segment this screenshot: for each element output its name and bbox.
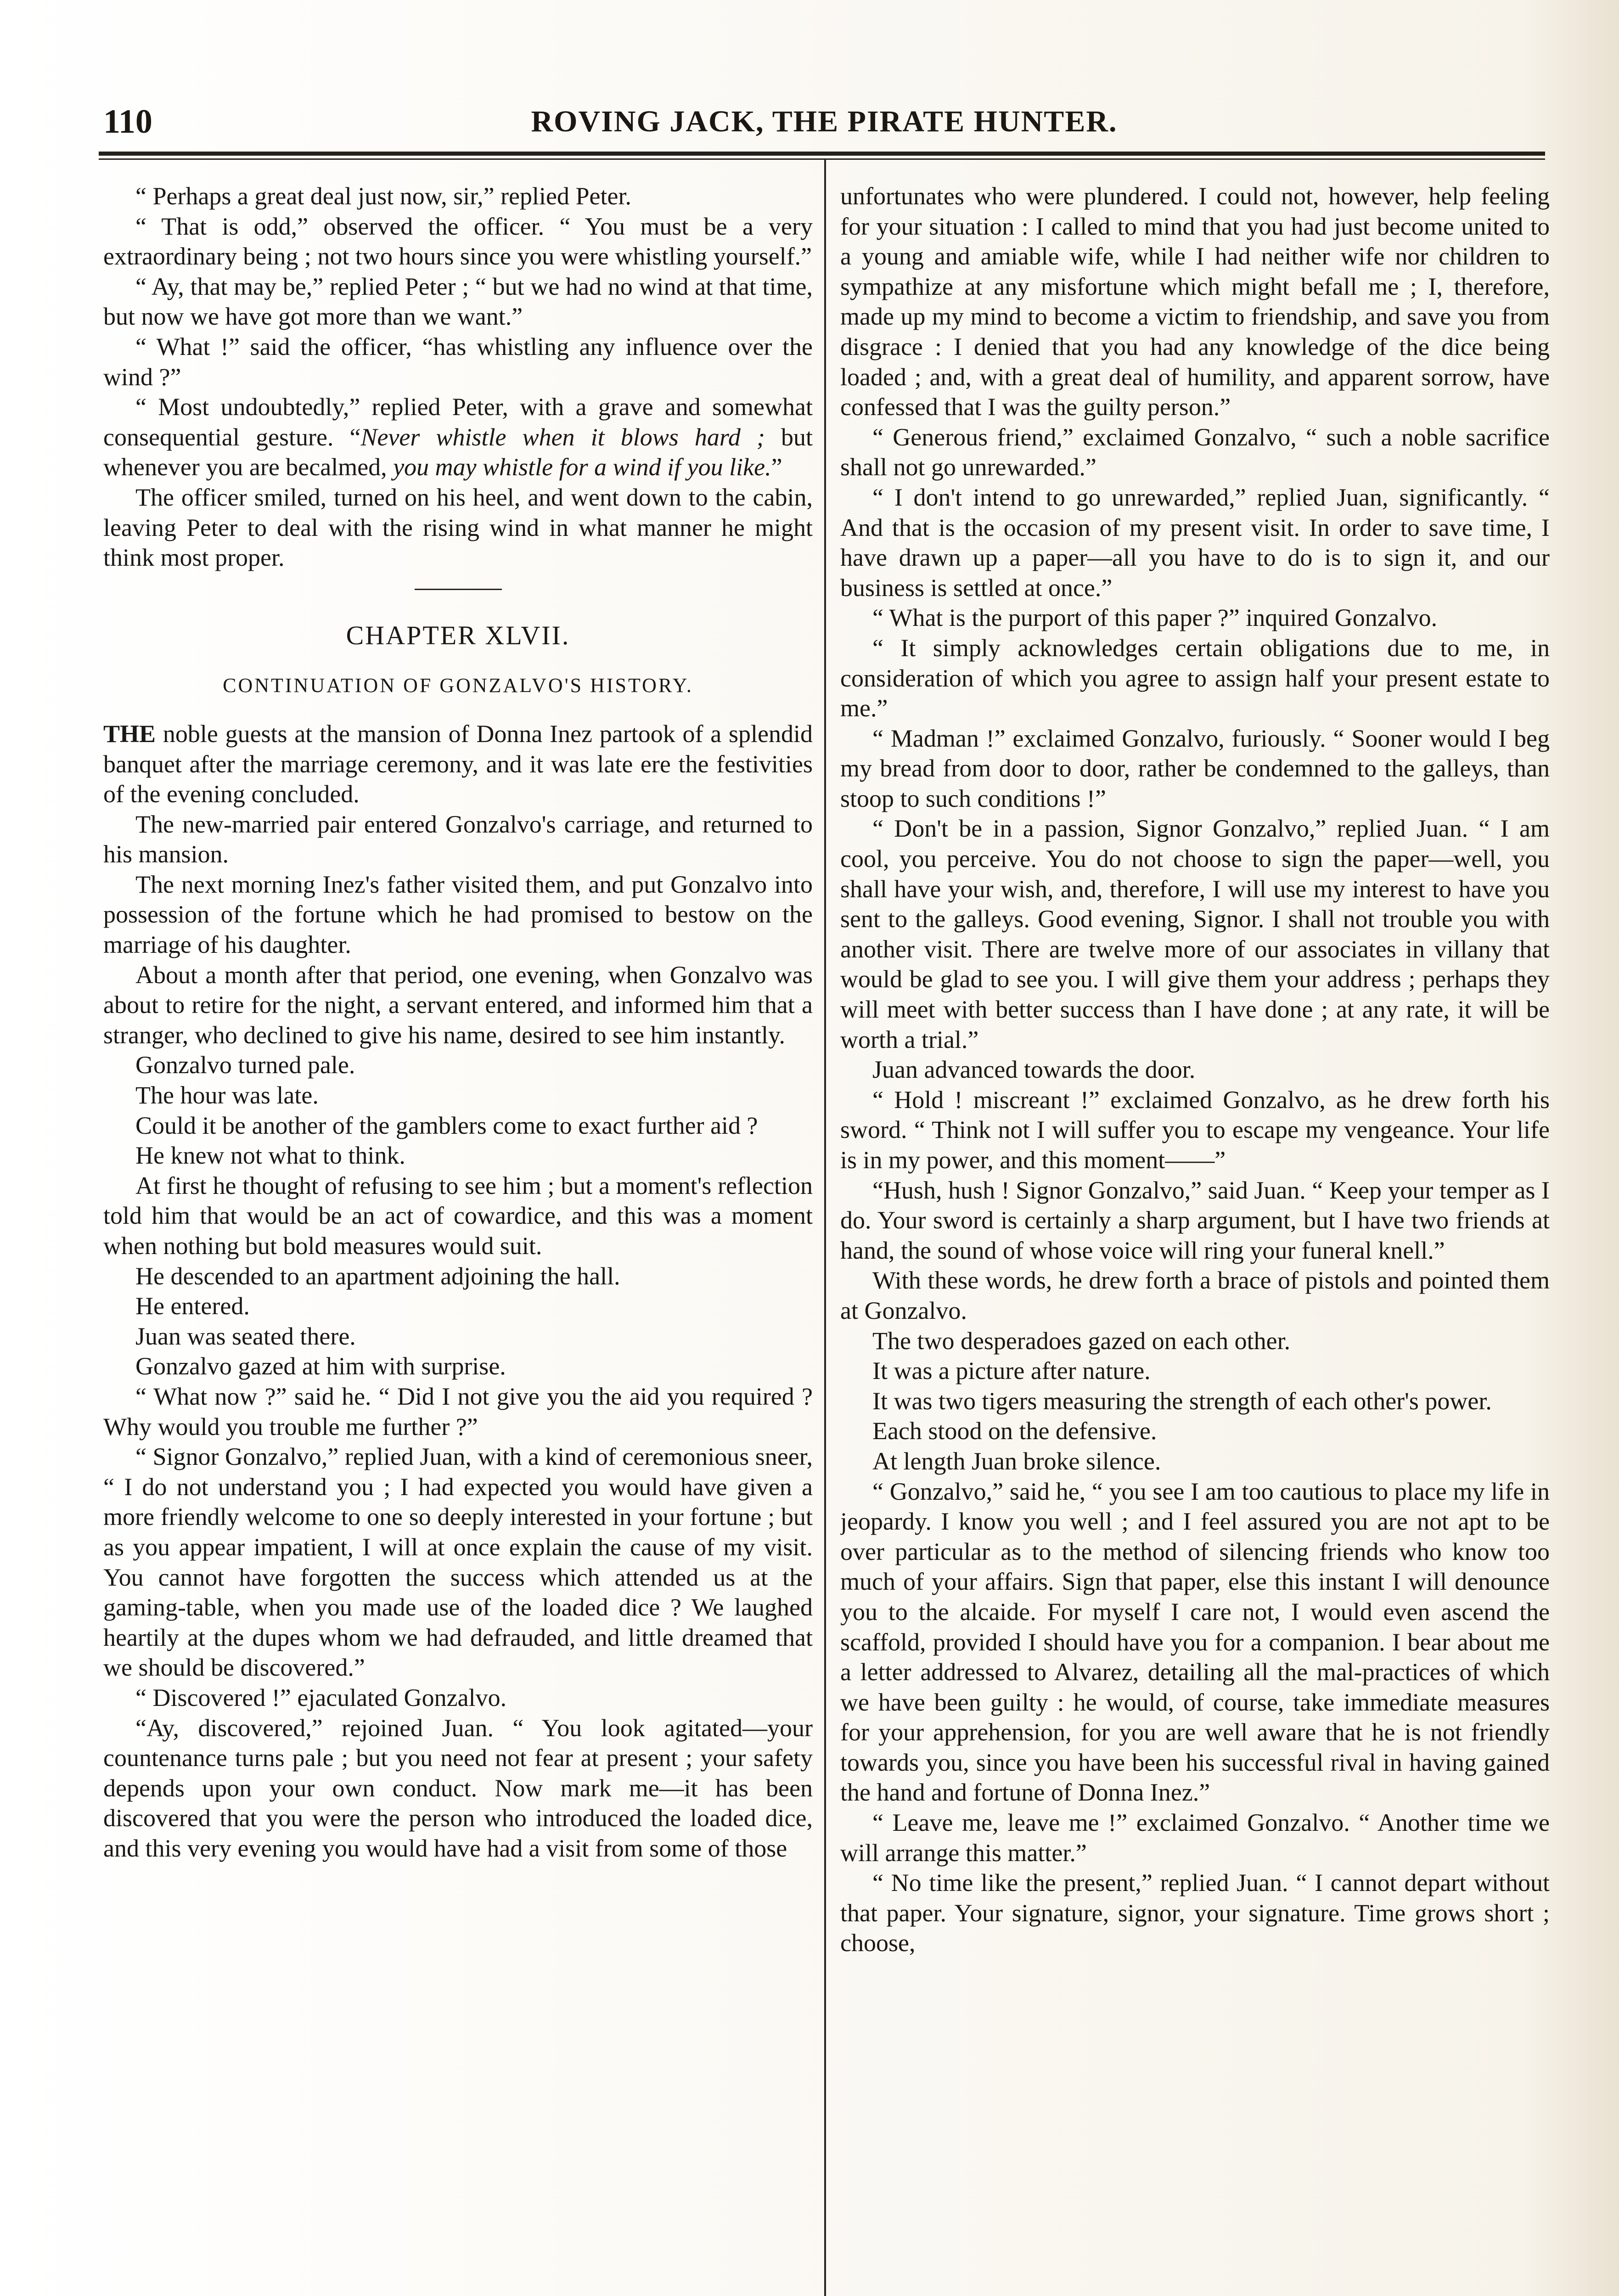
paragraph: “ Leave me, leave me !” exclaimed Gonzalvo. “ Another time we will arrange this matter.” (840, 1809, 1550, 1867)
italic-text: Never whistle when it blows hard ; (360, 423, 765, 451)
paragraph: About a month after that period, one evening, when Gonzalvo was about to retire for the night, a servant entered, and informed him that a stranger, who declined to give his name, desired to see him instantly. (103, 961, 813, 1049)
paragraph: The officer smiled, turned on his heel, and went down to the cabin, leaving Peter to deal with the rising wind in what manner he might think most proper. (103, 483, 813, 572)
header-rule (99, 152, 1545, 160)
paragraph: unfortunates who were plundered. I could not, however, help feeling for your situation : I called to mind that you had just become united to a young and amiable wife, while I had neither wife nor children to sympathize at any misfortune which might befall me ; I, therefore, made up my mind to become a victim to friendship, and save you from disgrace : I denied that you had any knowledge of the dice being loaded ; and, with a great deal of humility, and apparent sorrow, have confessed that I was the guilty person.” (840, 182, 1550, 421)
page-number: 110 (103, 102, 152, 141)
paragraph: It was two tigers measuring the strength of each other's power. (872, 1387, 1492, 1415)
paragraph: “ No time like the present,” replied Juan. “ I cannot depart without that paper. Your signature, signor, your signature. Time grows short ; choose, (840, 1869, 1550, 1957)
paragraph: The next morning Inez's father visited them, and put Gonzalvo into possession of the fortune which he had promised to bestow on the marriage of his daughter. (103, 870, 813, 959)
paragraph: “ What !” said the officer, “has whistling any influence over the wind ?” (103, 332, 813, 391)
paragraph: “Ay, discovered,” rejoined Juan. “ You look agitated—your countenance turns pale ; but you need not fear at present ; your safety depends upon your own conduct. Now mark me—it has been discovered that you were the person who introduced the loaded dice, and this very evening you would have had a visit from some of those (103, 1714, 813, 1862)
paragraph: “ Gonzalvo,” said he, “ you see I am too cautious to place my life in jeopardy. I know you well ; and I feel assured you are not apt to be over particular as to the method of silencing friends who know too much of your affairs. Sign that paper, else this instant I will denounce you to the alcaide. For myself I care not, I would even ascend the scaffold, provided I should have you for a companion. I bear about me a letter addressed to Alvarez, detailing all the mal-practices of which we have been guilty : he would, of course, take immediate measures for your apprehension, for you are well aware that he is not friendly towards you, since you have been his successful rival in having gained the hand and fortune of Donna Inez.” (840, 1477, 1550, 1806)
paragraph: “ That is odd,” observed the officer. “ You must be a very extraordinary being ; not two hours since you were whistling yourself.” (103, 212, 813, 270)
paragraph: Gonzalvo turned pale. (135, 1051, 355, 1079)
text-run: ” (771, 453, 782, 481)
paragraph: He descended to an apartment adjoining the hall. (135, 1262, 620, 1290)
paragraph: “ Don't be in a passion, Signor Gonzalvo,” replied Juan. “ I am cool, you perceive. You do not choose to sign the paper—well, you shall have your wish, and, therefore, I will use my interest to have you sent to the galleys. Good evening, Signor. I shall not trouble you with another visit. There are twelve more of our associates in villany that would be glad to see you. I will give them your address ; perhaps they will meet with better success than I have done ; at any rate, it will be worth a trial.” (840, 815, 1550, 1053)
paragraph: With these words, he drew forth a brace of pistols and pointed them at Gonzalvo. (840, 1266, 1550, 1324)
paragraph: Each stood on the defensive. (872, 1417, 1157, 1445)
paragraph (103, 719, 813, 810)
text-run: noble guests at the mansion of Donna Inez partook of a splendid banquet after the marriage ceremony, and it was late ere the festivities of the evening concluded. (103, 720, 813, 808)
paragraph: Juan advanced towards the door. (872, 1056, 1196, 1084)
chapter-subtitle: CONTINUATION OF GONZALVO'S HISTORY. (223, 674, 693, 697)
paragraph: He knew not what to think. (135, 1142, 405, 1170)
paragraph: “Hush, hush ! Signor Gonzalvo,” said Juan. “ Keep your temper as I do. Your sword is certainly a sharp argument, but I have two friends at hand, the sound of whose voice will ring your funeral knell.” (840, 1176, 1550, 1264)
paragraph: “ Discovered !” ejaculated Gonzalvo. (135, 1683, 507, 1711)
paragraph: “ Ay, that may be,” replied Peter ; “ but we had no wind at that time, but now we have got more than we want.” (103, 272, 813, 331)
paragraph: “ Signor Gonzalvo,” replied Juan, with a kind of ceremonious sneer, “ I do not understand you ; I had expected you would have given a more friendly welcome to one so deeply interested in your fortune ; but as you appear impatient, I will at once explain the cause of my visit. You cannot have forgotten the success which attended us at the gaming-table, when you made use of the loaded dice ? We laughed heartily at the dupes whom we had defrauded, and little dreamed that we should be discovered.” (103, 1443, 813, 1682)
paragraph: “ Madman !” exclaimed Gonzalvo, furiously. “ Sooner would I beg my bread from door to door, rather be condemned to the galleys, than stoop to such conditions !” (840, 724, 1550, 812)
paragraph: Could it be another of the gamblers come to exact further aid ? (135, 1111, 758, 1139)
chapter-title: CHAPTER XLVII. (346, 620, 570, 650)
page-header (99, 94, 1536, 149)
paragraph: At length Juan broke silence. (872, 1447, 1161, 1475)
drop-lead-word: THE (103, 720, 156, 748)
paragraph: It was a picture after nature. (872, 1357, 1151, 1385)
italic-text: you may whistle for a wind if you like. (393, 453, 771, 481)
column-divider (824, 158, 826, 2296)
left-column (103, 181, 813, 2296)
section-divider (415, 589, 502, 590)
right-column (840, 181, 1550, 2296)
paragraph: Gonzalvo gazed at him with surprise. (135, 1352, 506, 1380)
paragraph (103, 392, 813, 483)
paragraph: Juan was seated there. (135, 1322, 356, 1350)
paragraph: “ Hold ! miscreant !” exclaimed Gonzalvo, as he drew forth his sword. “ Think not I will suffer you to escape my vengeance. Your life is in my power, and this moment——” (840, 1086, 1550, 1174)
paragraph: “ What now ?” said he. “ Did I not give you the aid you required ? Why would you trouble me further ?” (103, 1382, 813, 1441)
paragraph: “ It simply acknowledges certain obligations due to me, in consideration of which you agree to assign half your present estate to me.” (840, 634, 1550, 722)
paragraph: He entered. (135, 1292, 250, 1320)
running-title: ROVING JACK, THE PIRATE HUNTER. (531, 105, 1118, 138)
paragraph: “ Perhaps a great deal just now, sir,” replied Peter. (135, 182, 631, 210)
paragraph: The new-married pair entered Gonzalvo's carriage, and returned to his mansion. (103, 810, 813, 868)
paragraph: The hour was late. (135, 1081, 319, 1109)
paragraph: “ What is the purport of this paper ?” inquired Gonzalvo. (872, 604, 1438, 632)
text-run: but whenever you are becalmed, (103, 423, 813, 481)
paragraph: The two desperadoes gazed on each other. (872, 1327, 1291, 1355)
paragraph: At first he thought of refusing to see him ; but a moment's reflection told him that would be an act of cowardice, and this was a moment when nothing but bold measures would suit. (103, 1171, 813, 1260)
text-run: “ Most undoubtedly,” replied Peter, with a grave and somewhat consequential gesture. “ (103, 393, 813, 451)
paragraph: “ I don't intend to go unrewarded,” replied Juan, significantly. “ And that is the occasion of my present visit. In order to save time, I have drawn up a paper—all you have to do is to sign it, and our business is settled at once.” (840, 483, 1550, 602)
paragraph: “ Generous friend,” exclaimed Gonzalvo, “ such a noble sacrifice shall not go unrewarded.” (840, 423, 1550, 481)
